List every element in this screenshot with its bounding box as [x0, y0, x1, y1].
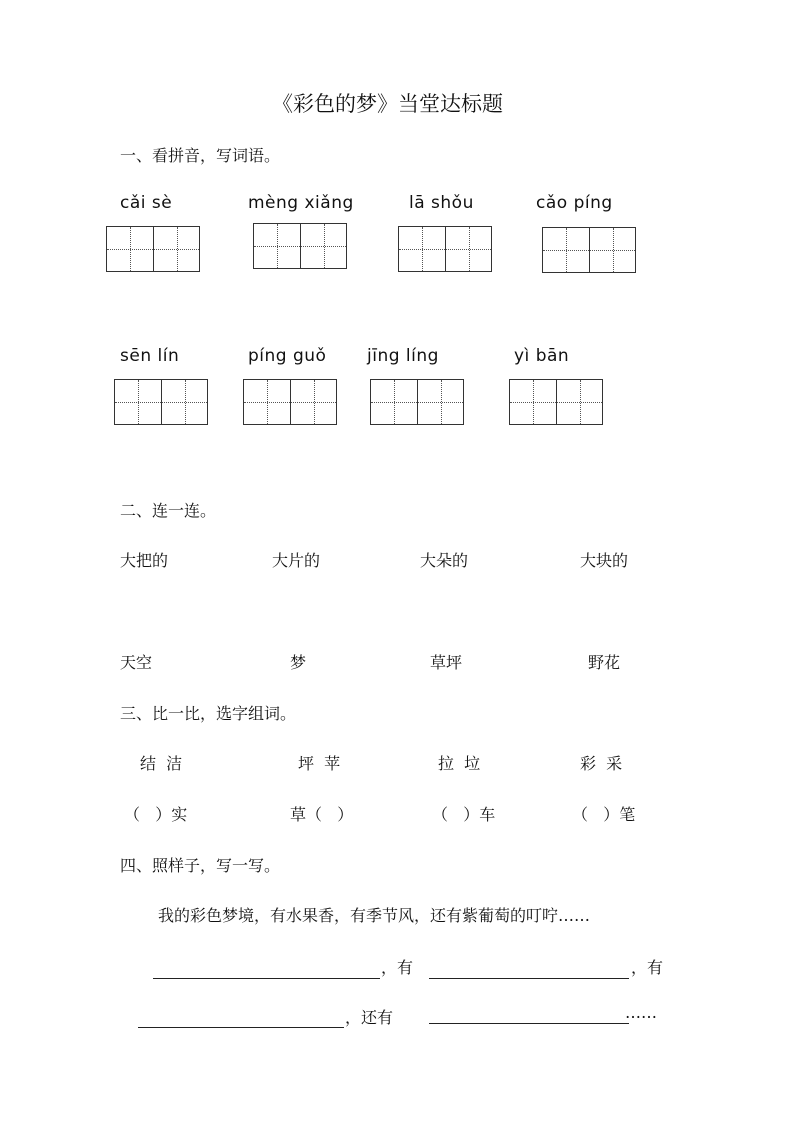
- writing-cell[interactable]: [244, 380, 290, 424]
- answer-line[interactable]: [138, 1027, 344, 1028]
- section-1-heading: 一、看拼音，写词语。: [120, 146, 281, 165]
- pinyin-label: cǎi sè: [120, 193, 173, 213]
- fill-blank[interactable]: （ ）车: [432, 805, 496, 824]
- writing-cell[interactable]: [417, 380, 463, 424]
- match-item-top[interactable]: 大块的: [580, 551, 629, 570]
- writing-cell[interactable]: [371, 380, 417, 424]
- writing-cell[interactable]: [556, 380, 602, 424]
- separator-text: ，还有: [345, 1008, 394, 1027]
- writing-cell[interactable]: [399, 227, 445, 271]
- writing-cell[interactable]: [300, 224, 346, 268]
- separator-text: ，有: [631, 958, 664, 977]
- writing-cell[interactable]: [153, 227, 199, 271]
- pinyin-label: yì bān: [514, 346, 570, 366]
- fill-blank[interactable]: （ ）实: [124, 805, 188, 824]
- writing-grid[interactable]: [106, 226, 200, 272]
- match-item-bottom[interactable]: 野花: [588, 653, 621, 672]
- match-item-top[interactable]: 大把的: [120, 551, 169, 570]
- writing-cell[interactable]: [290, 380, 336, 424]
- pinyin-label: jīng líng: [367, 346, 439, 366]
- section-4-heading: 四、照样子，写一写。: [120, 856, 281, 875]
- section-2-heading: 二、连一连。: [120, 501, 217, 520]
- writing-cell[interactable]: [543, 228, 589, 272]
- writing-cell[interactable]: [254, 224, 300, 268]
- writing-grid[interactable]: [243, 379, 337, 425]
- match-item-bottom[interactable]: 天空: [120, 653, 153, 672]
- answer-line[interactable]: [429, 978, 629, 979]
- writing-grid[interactable]: [542, 227, 636, 273]
- writing-cell[interactable]: [107, 227, 153, 271]
- example-sentence: 我的彩色梦境，有水果香，有季节风，还有紫葡萄的叮咛……: [158, 906, 591, 925]
- match-item-top[interactable]: 大片的: [272, 551, 321, 570]
- writing-cell[interactable]: [510, 380, 556, 424]
- page-title: 《彩色的梦》当堂达标题: [272, 92, 503, 116]
- answer-line[interactable]: [429, 1023, 629, 1024]
- separator-text: ，有: [381, 958, 414, 977]
- writing-grid[interactable]: [370, 379, 464, 425]
- char-pair: 结 洁: [140, 754, 183, 773]
- char-pair: 彩 采: [580, 754, 623, 773]
- writing-grid[interactable]: [253, 223, 347, 269]
- match-item-bottom[interactable]: 梦: [290, 653, 307, 672]
- writing-grid[interactable]: [398, 226, 492, 272]
- fill-blank[interactable]: 草（ ）: [290, 805, 354, 824]
- pinyin-label: mèng xiǎng: [248, 193, 354, 213]
- writing-grid[interactable]: [114, 379, 208, 425]
- char-pair: 拉 垃: [438, 754, 481, 773]
- writing-cell[interactable]: [589, 228, 635, 272]
- pinyin-label: píng guǒ: [248, 346, 327, 366]
- pinyin-label: lā shǒu: [409, 193, 474, 213]
- fill-blank[interactable]: （ ）笔: [572, 805, 636, 824]
- section-3-heading: 三、比一比，选字组词。: [120, 704, 297, 723]
- writing-cell[interactable]: [161, 380, 207, 424]
- writing-cell[interactable]: [445, 227, 491, 271]
- match-item-bottom[interactable]: 草坪: [430, 653, 463, 672]
- pinyin-label: sēn lín: [120, 346, 180, 366]
- answer-line[interactable]: [153, 978, 380, 979]
- pinyin-label: cǎo píng: [536, 193, 613, 213]
- writing-cell[interactable]: [115, 380, 161, 424]
- writing-grid[interactable]: [509, 379, 603, 425]
- char-pair: 坪 苹: [298, 754, 341, 773]
- match-item-top[interactable]: 大朵的: [420, 551, 469, 570]
- ellipsis-text: ……: [625, 1003, 657, 1022]
